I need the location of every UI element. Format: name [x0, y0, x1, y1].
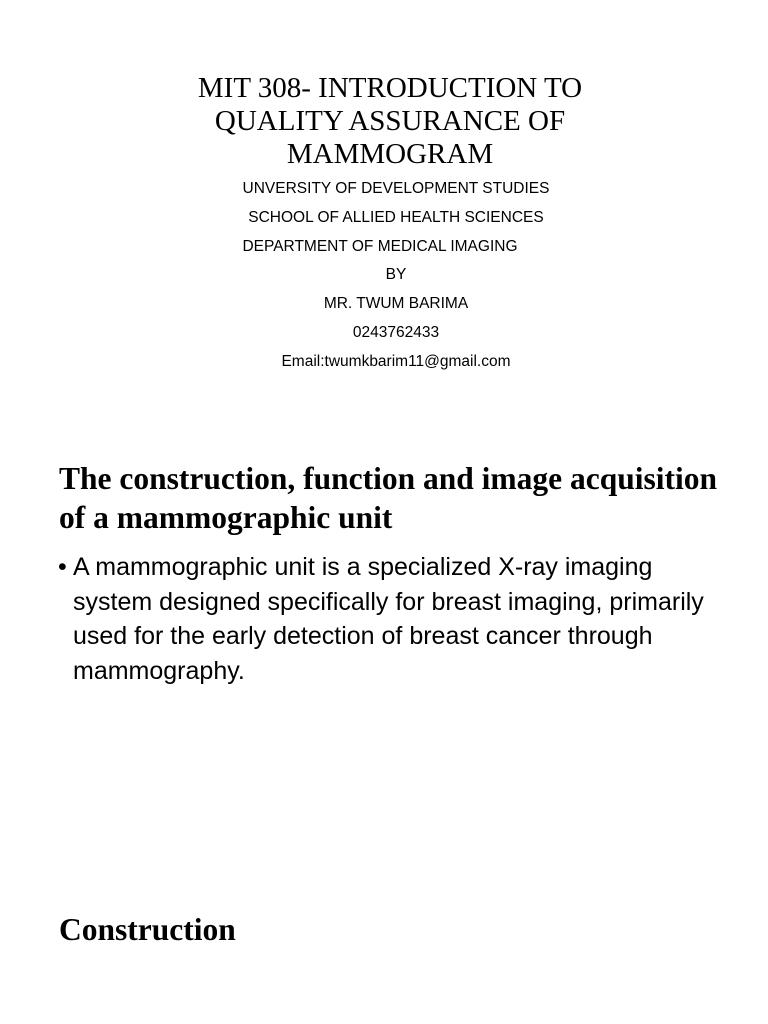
- bullet-list: [58, 550, 728, 688]
- school-name: SCHOOL OF ALLIED HEALTH SCIENCES: [248, 208, 544, 226]
- course-title-line: MIT 308- INTRODUCTION TO: [197, 72, 583, 104]
- email-address: Email:twumkbarim11@gmail.com: [281, 352, 511, 370]
- department-name: DEPARTMENT OF MEDICAL IMAGING: [242, 237, 518, 255]
- by-label: BY: [385, 266, 407, 284]
- bullet-marker: •: [58, 553, 67, 581]
- bullet-text: A mammographic unit is a specialized X-ray imaging system designed specifically for breast imaging, primarily used for the early detection of breast cancer through mammography.: [73, 553, 704, 685]
- course-title: [0, 72, 768, 171]
- course-details: [0, 175, 768, 377]
- slide-heading: Construction: [59, 912, 236, 947]
- course-title-line: MAMMOGRAM: [286, 138, 494, 170]
- bullet-item: [58, 550, 728, 688]
- title-slide: [0, 0, 768, 380]
- university-name: UNVERSITY OF DEVELOPMENT STUDIES: [242, 180, 550, 197]
- presenter-name: MR. TWUM BARIMA: [323, 295, 469, 313]
- slide-heading: The construction, function and image acquisition of a mammographic unit: [59, 461, 718, 535]
- course-title-line: QUALITY ASSURANCE OF: [214, 105, 566, 137]
- phone-number: 0243762433: [352, 323, 440, 341]
